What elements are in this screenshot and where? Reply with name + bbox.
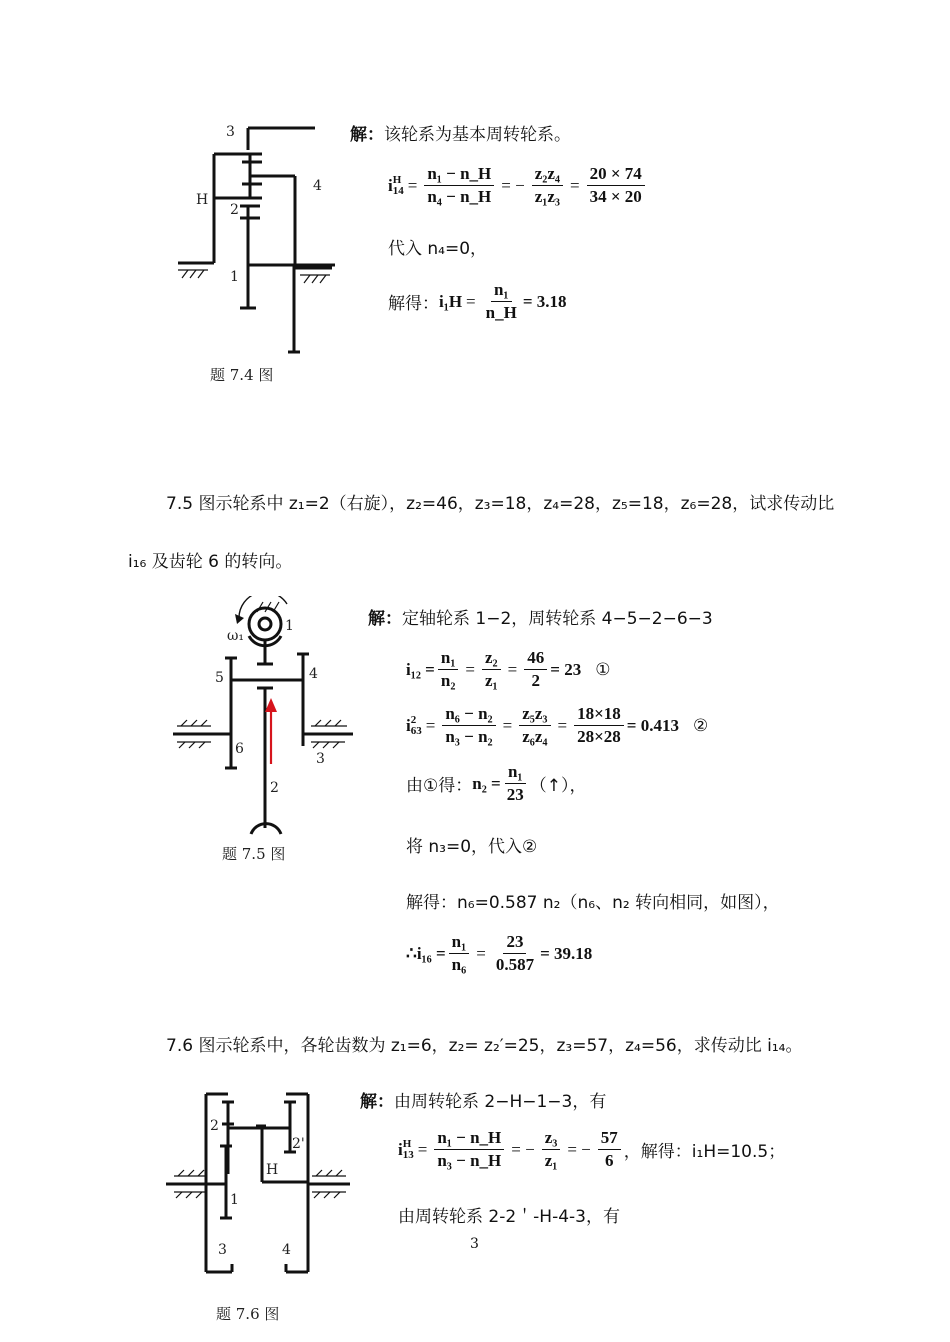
sol75-line5: 解得：n₆=0.587 n₂（n₆、n₂ 转向相同，如图）， bbox=[406, 893, 780, 913]
fig76-label-2: 2 bbox=[210, 1118, 219, 1134]
fig75-label-4: 4 bbox=[309, 666, 318, 682]
figure-7-5-drawing bbox=[165, 596, 365, 841]
fig74-label-4: 4 bbox=[313, 178, 322, 194]
fig75-label-6: 6 bbox=[235, 741, 244, 757]
fig74-label-1: 1 bbox=[230, 269, 239, 285]
sol74-frac3: $\frac{20 \times 74}{34 \times 20}$ bbox=[587, 164, 645, 207]
q76-line1: 7.6 图示轮系中，各轮齿数为 z₁=6，z₂= z₂′=25，z₃=57，z₄=56，求传动比 i₁₄。 bbox=[166, 1036, 803, 1056]
sol75-text: 定轴轮系 1−2，周转轮系 4−5−2−6−3 bbox=[402, 609, 713, 629]
fig76-label-1: 1 bbox=[230, 1192, 239, 1208]
sol75-eq6-val: = 39.18 bbox=[540, 943, 593, 963]
sol74-heading bbox=[350, 120, 571, 145]
sol75-eq2-mark: ② bbox=[692, 715, 709, 735]
sol75-eq1: i₁₂ = $\frac{\text{n₁}}{\text{n₂}}$ = $\frac{\text{z₂}}{\text{z₁}}$ = $\frac{46}{2}$ = 23 ① bbox=[406, 648, 611, 690]
sol74-result-head: 解得： bbox=[388, 294, 439, 314]
sol75-eq3-frac: $\frac{\text{n₁}}{23}$ bbox=[506, 762, 524, 804]
fig75-label-1: 1 bbox=[285, 618, 294, 634]
sol75-eq1-frac3: $\frac{46}{2}$ bbox=[524, 648, 547, 691]
sol74-frac2: $\frac{\text{z₂z₄}}{\text{z₁z₃}}$ bbox=[532, 164, 563, 207]
sol75-eq3-head: 由①得： bbox=[406, 776, 473, 796]
sol76-eq-lhs: i bbox=[398, 1139, 403, 1159]
sol75-eq6: ∴i₁₆ = $\frac{\text{n₁}}{\text{n₆}}$ = $\frac{23}{0.587}$ = 39.18 bbox=[406, 932, 593, 974]
sol76-head: 解： bbox=[360, 1092, 394, 1112]
sol75-eq1-mark: ① bbox=[595, 659, 611, 679]
sol75-eq6-frac2: $\frac{23}{0.587}$ bbox=[495, 932, 535, 974]
sol75-eq1-val: = 23 bbox=[550, 659, 582, 679]
figure-7-4 bbox=[170, 118, 350, 358]
figure-7-6-caption: 题 7.6 图 bbox=[216, 1305, 280, 1323]
fig76-label-4: 4 bbox=[282, 1242, 291, 1258]
sol75-eq3-lhs: n₂ = bbox=[472, 773, 501, 793]
sol76-equation: i H 13 = $\frac{\text{n₁ − n\_H}}{\text{n₃ − n\_H}}$ = − $\frac{\text{z₃}}{\text{z₁}}$ = − $\frac{57}{6}$ ，解得：i₁H=10.5； bbox=[398, 1128, 786, 1170]
sol76-eq-tail: ，解得：i₁H=10.5； bbox=[623, 1142, 786, 1162]
sol74-subst: 代入 n₄=0， bbox=[388, 239, 488, 259]
figure-7-4-drawing bbox=[170, 118, 350, 358]
sol76-eq-sup: H bbox=[402, 1137, 412, 1150]
q75-line1: 7.5 图示轮系中 z₁=2（右旋），z₂=46，z₃=18，z₄=28，z₅=18，z₆=28，试求传动比 bbox=[166, 494, 835, 514]
sol75-line4: 将 n₃=0，代入② bbox=[406, 837, 538, 857]
sol74-result: 解得： i₁H = $\frac{\text{n₁}}{n\_H}$ = 3.18 bbox=[388, 280, 567, 322]
fig76-label-3: 3 bbox=[218, 1242, 227, 1258]
sol75-eq2-sub: 63 bbox=[410, 724, 422, 737]
sol74-text: 该轮系为基本周转轮系。 bbox=[384, 125, 571, 145]
fig74-label-3: 3 bbox=[226, 124, 235, 140]
sol74-frac1: $\frac{\text{n₁ − n\_H}}{\text{n₄ − n\_H}}$ bbox=[424, 164, 494, 207]
sol74-eq-lhs: i bbox=[388, 175, 393, 195]
sol76-eq-sub: 13 bbox=[402, 1148, 414, 1161]
sol74-head: 解： bbox=[350, 125, 384, 145]
sol75-eq2: i 2 63 = $\frac{\text{n₆ − n₂}}{\text{n₃ − n₂}}$ = $\frac{\text{z₅z₃}}{\text{z₆z₄}}$ = $\frac{18\times 18}{28\times 28}$ = 0.413 ② bbox=[406, 704, 709, 746]
fig74-label-2: 2 bbox=[230, 202, 239, 218]
sol74-result-val: = 3.18 bbox=[522, 291, 567, 311]
sol75-eq6-frac1: $\frac{\text{n₁}}{\text{n₆}}$ bbox=[449, 932, 470, 975]
sol74-eq-sub: 14 bbox=[392, 184, 404, 197]
sol76-frac2: $\frac{\text{z₃}}{\text{z₁}}$ bbox=[542, 1128, 561, 1171]
sol75-eq2-frac1: $\frac{\text{n₆ − n₂}}{\text{n₃ − n₂}}$ bbox=[442, 704, 495, 747]
sol75-eq2-val: = 0.413 bbox=[626, 715, 679, 735]
fig75-label-5: 5 bbox=[215, 670, 224, 686]
sol75-eq2-lhs: i bbox=[406, 715, 411, 735]
sol75-eq2-sup: 2 bbox=[410, 713, 417, 726]
sol76-frac1: $\frac{\text{n₁ − n\_H}}{\text{n₃ − n\_H}}$ bbox=[434, 1128, 504, 1171]
sol74-result-frac: $\frac{\text{n₁}}{n\_H}$ bbox=[485, 280, 517, 322]
figure-7-6 bbox=[160, 1088, 355, 1278]
sol74-result-lhs: i₁H bbox=[439, 291, 463, 311]
sol75-eq1-frac1: $\frac{\text{n₁}}{\text{n₂}}$ bbox=[438, 648, 459, 691]
sol75-eq3-tail: （↑）， bbox=[529, 776, 587, 796]
fig76-label-2p: 2' bbox=[292, 1136, 305, 1152]
page-number: 3 bbox=[470, 1236, 479, 1252]
figure-7-4-caption: 题 7.4 图 bbox=[210, 366, 274, 384]
fig75-label-2: 2 bbox=[270, 780, 279, 796]
fig75-label-3: 3 bbox=[316, 751, 325, 767]
figure-7-6-drawing bbox=[160, 1088, 355, 1278]
sol76-line2: 由周转轮系 2-2＇-H-4-3，有 bbox=[398, 1207, 620, 1227]
figure-7-5 bbox=[165, 596, 365, 841]
sol74-equation: i H 14 = $\frac{\text{n₁ − n\_H}}{\text{n₄ − n\_H}}$ = − $\frac{\text{z₂z₄}}{\text{z₁z₃}}$ = $\frac{20 \times 74}{34 \times 20}$ bbox=[388, 164, 648, 207]
sol75-eq1-frac2: $\frac{\text{z₂}}{\text{z₁}}$ bbox=[482, 648, 501, 691]
fig74-label-h: H bbox=[196, 192, 209, 208]
figure-7-5-caption: 题 7.5 图 bbox=[222, 845, 286, 863]
sol75-eq6-lhs: ∴i₁₆ = bbox=[406, 943, 446, 963]
sol75-eq1-lhs: i₁₂ = bbox=[406, 659, 435, 679]
sol76-heading bbox=[360, 1087, 606, 1112]
fig76-label-h: H bbox=[266, 1162, 279, 1178]
sol76-frac3: $\frac{57}{6}$ bbox=[598, 1128, 621, 1171]
sol75-eq2-frac3: $\frac{18\times 18}{28\times 28}$ bbox=[574, 704, 624, 747]
fig75-label-omega: ω₁ bbox=[227, 628, 245, 644]
q75-line2: i₁₆ 及齿轮 6 的转向。 bbox=[128, 552, 293, 572]
sol75-eq3 bbox=[406, 762, 587, 805]
sol74-eq-sup: H bbox=[392, 173, 402, 186]
sol75-eq2-frac2: $\frac{\text{z₅z₃}}{\text{z₆z₄}}$ bbox=[519, 704, 550, 747]
sol75-head: 解： bbox=[368, 609, 402, 629]
sol75-heading bbox=[368, 604, 713, 629]
sol76-text: 由周转轮系 2−H−1−3，有 bbox=[394, 1092, 607, 1112]
